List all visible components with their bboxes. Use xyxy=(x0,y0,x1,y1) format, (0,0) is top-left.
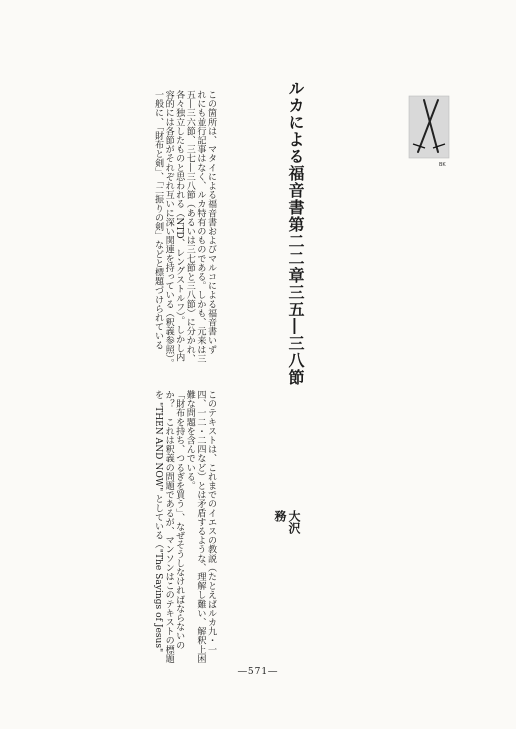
text-line: か？ これは釈義の問題であるが、マンソンはこのテキストの標題 xyxy=(163,390,174,663)
author-given-name: 務 xyxy=(273,510,287,522)
text-line: 容的には各節がそれぞれ互いに深い関連を持っている（釈義参照）。 xyxy=(163,90,174,368)
paragraph-problem xyxy=(152,390,216,690)
author-family-name: 大沢 xyxy=(287,510,301,534)
text-line: 難な問題を含んでいる。 xyxy=(184,390,195,491)
text-line: このテキストは、これまでのイエスの教説（たとえばルカ九・一 xyxy=(206,390,216,654)
text-line: この箇所は、マタイによる福音書およびマルコによる福音書いず xyxy=(206,90,216,354)
crossed-swords-emblem xyxy=(405,92,455,172)
text-line: 「財布を持ち、つるぎを買う」、なぜそうしなければならないの xyxy=(174,390,185,650)
text-line: 一般に、「財布と剣」、「二振りの剣」などと標題づけられている xyxy=(153,90,164,350)
page-number: ―571― xyxy=(237,667,279,677)
text-line: 五―三六節、三七―三八節（あるいは三七節と三八節）に分かれ、 xyxy=(184,90,195,363)
text-line: れにも並行記事はなく、ルカ特有のものである。しかも、元来は三 xyxy=(195,90,206,363)
svg-text:BK: BK xyxy=(439,162,446,168)
author-name xyxy=(273,510,301,548)
article-title: ルカによる福音書第二二章三五―三八節 xyxy=(286,80,305,386)
text-line: 四、一二・二四など）とは矛盾するような、理解し難い、解釈上困 xyxy=(195,390,206,663)
text-line: 各々独立したものと思われる（NTD、レングストルフ）。しかし内 xyxy=(174,90,185,362)
paragraph-intro xyxy=(152,90,216,390)
text-line: を "THEN AND NOW" としている（"The Sayings of Jesus" xyxy=(153,390,164,653)
